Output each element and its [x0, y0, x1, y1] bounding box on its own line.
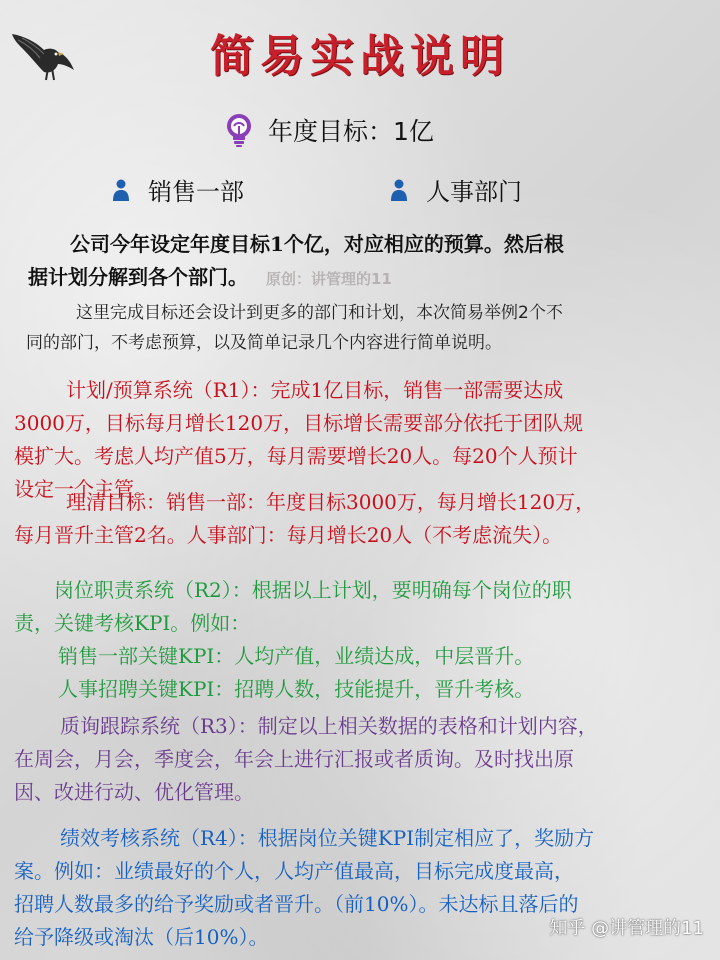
note-paragraph — [14, 298, 704, 358]
r1-clarify-paragraph — [14, 486, 704, 552]
r1-line: 计划/预算系统（R1）：完成1亿目标，销售一部需要达成 — [66, 378, 564, 402]
r2-line: 人事招聘关键KPI：招聘人数，技能提升，晋升考核。 — [58, 677, 535, 701]
r2-line: 责，关键考核KPI。例如： — [14, 611, 251, 635]
source-credit: 知乎 @讲管理的11 — [549, 918, 704, 939]
annual-goal: 年度目标：1亿 — [268, 117, 434, 146]
r3-paragraph — [14, 710, 704, 809]
r3-line: 因、改进行动、优化管理。 — [14, 780, 254, 804]
person-icon — [390, 179, 408, 201]
goal-row — [222, 110, 434, 150]
r4-line: 招聘人数最多的给予奖励或者晋升。（前10%）。未达标且落后的 — [14, 892, 579, 916]
department-label: 销售一部 — [148, 178, 244, 206]
note-line: 这里完成目标还会设计到更多的部门和计划，本次简易举例2个不 — [76, 303, 563, 323]
r2-line: 销售一部关键KPI：人均产值，业绩达成，中层晋升。 — [58, 644, 535, 668]
department-sales — [112, 172, 244, 207]
r1-line: 模扩大。考虑人均产值5万，每月需要增长20人。每20个人预计 — [14, 444, 578, 468]
r2-paragraph — [14, 574, 704, 706]
r4-line: 案。例如：业绩最好的个人，人均产值最高，目标完成度最高， — [14, 859, 574, 883]
r3-line: 在周会，月会，季度会，年会上进行汇报或者质询。及时找出原 — [14, 747, 574, 771]
page-title: 简易实战说明 — [210, 31, 510, 82]
r3-line: 质询跟踪系统（R3）：制定以上相关数据的表格和计划内容， — [60, 714, 598, 738]
r1-line: 设定一个主管。 — [14, 477, 154, 501]
r1-clarify-line: 每月晋升主管2名。人事部门：每月增长20人（不考虑流失）。 — [14, 523, 563, 547]
r4-line: 绩效考核系统（R4）：根据岗位关键KPI制定相应了，奖励方 — [60, 826, 595, 850]
person-icon — [112, 179, 130, 201]
note-line: 同的部门，不考虑预算，以及简单记录几个内容进行简单说明。 — [26, 333, 502, 353]
department-label: 人事部门 — [426, 178, 522, 206]
intro-line: 据计划分解到各个部门。 原创：讲管理的11 — [28, 265, 392, 289]
intro-line: 公司今年设定年度目标1个亿，对应相应的预算。然后根 — [70, 232, 564, 256]
department-hr — [390, 172, 522, 207]
r4-line: 给予降级或淘汰（后10%）。 — [14, 925, 269, 949]
r1-clarify-line: 理清目标：销售一部：年度目标3000万，每月增长120万， — [66, 490, 596, 514]
watermark-text: 原创：讲管理的11 — [266, 270, 392, 288]
intro-paragraph — [14, 228, 704, 296]
r2-line: 岗位职责系统（R2）：根据以上计划，要明确每个岗位的职 — [54, 578, 572, 602]
r1-line: 3000万，目标每月增长120万，目标增长需要部分依托于团队规 — [14, 411, 584, 435]
lightbulb-icon — [222, 112, 256, 148]
